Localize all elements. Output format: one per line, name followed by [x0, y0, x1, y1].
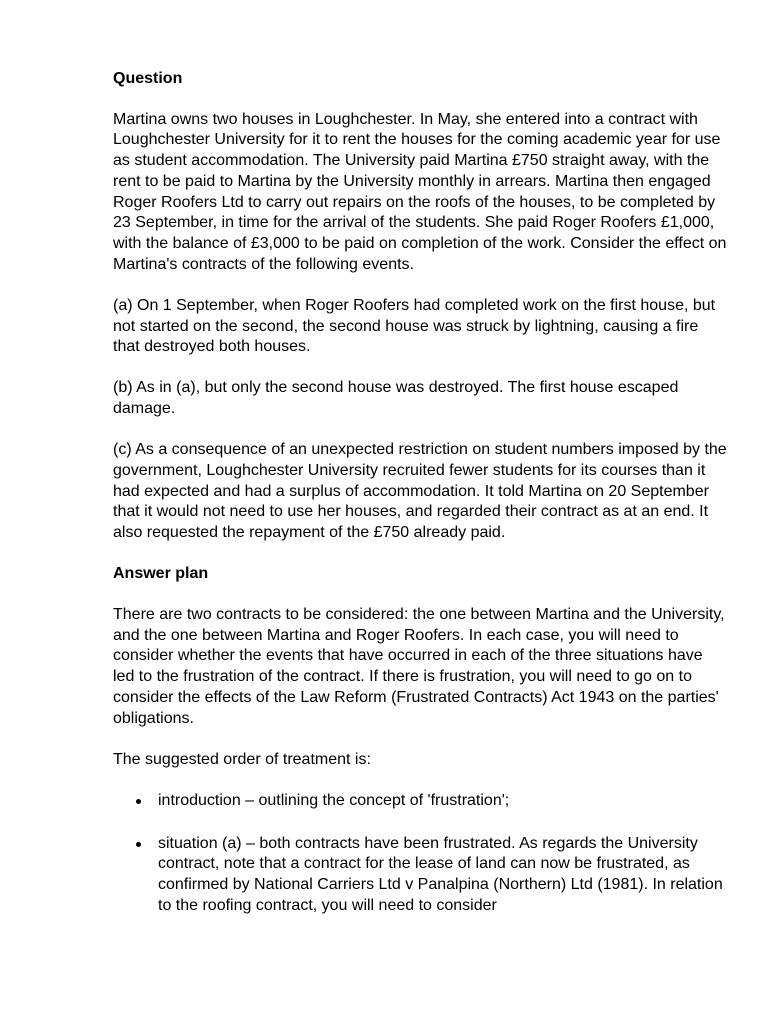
question-part-a: (a) On 1 September, when Roger Roofers had completed work on the first house, but not started on the second, the second house was struck by lightning, causing a fire that destroyed both houses.	[113, 296, 716, 356]
answer-plan-intro: There are two contracts to be considered: the one between Martina and the University, and the one between Martina and Roger Roofers. In each case, you will need to consider whether the events that have occurred in each of the three situations have led to the frustration of the contract. If there is frustration, you will need to go on to consider the effects of the Law Reform (Frustrated Contracts) Act 1943 on the parties' obligations.	[113, 606, 725, 727]
question-part-c: (c) As a consequence of an unexpected restriction on student numbers imposed by the government, Loughchester University recruited fewer students for its courses than it had expected and had a surplus of accommodation. It told Martina on 20 September that it would not need to use her houses, and regarded their contract as at an end. It also requested the repayment of the £750 already paid.	[113, 441, 727, 542]
order-of-treatment-intro: The suggested order of treatment is:	[113, 750, 371, 768]
question-intro: Martina owns two houses in Loughchester. In May, she entered into a contract with Loughchester University for it to rent the houses for the coming academic year for use as student accommodation. The University paid Martina £750 straight away, with the rent to be paid to Martina by the University monthly in arrears. Martina then engaged Roger Roofers Ltd to carry out repairs on the roofs of the houses, to be completed by 23 September, in time for the arrival of the students. She paid Roger Roofers £1,000, with the balance of £3,000 to be paid on completion of the work. Consider the effect on Martina's contracts of the following events.	[113, 110, 727, 273]
treatment-list	[113, 791, 728, 917]
bullet-icon	[136, 799, 141, 804]
list-item	[113, 791, 728, 812]
list-item	[113, 834, 728, 917]
answer-plan-heading: Answer plan	[113, 565, 209, 583]
list-item-text: introduction – outlining the concept of 'frustration';	[158, 791, 510, 809]
document-page	[113, 69, 728, 939]
list-item-text: situation (a) – both contracts have been frustrated. As regards the University contract, note that a contract for the lease of land can now be frustrated, as confirmed by National Carriers Ltd v Panalpina (Northern) Ltd (1981). In relation to the roofing contract, you will need to consider	[158, 834, 723, 914]
bullet-icon	[136, 842, 141, 847]
question-part-b: (b) As in (a), but only the second house was destroyed. The first house escaped damage.	[113, 379, 679, 418]
question-heading: Question	[113, 70, 183, 87]
